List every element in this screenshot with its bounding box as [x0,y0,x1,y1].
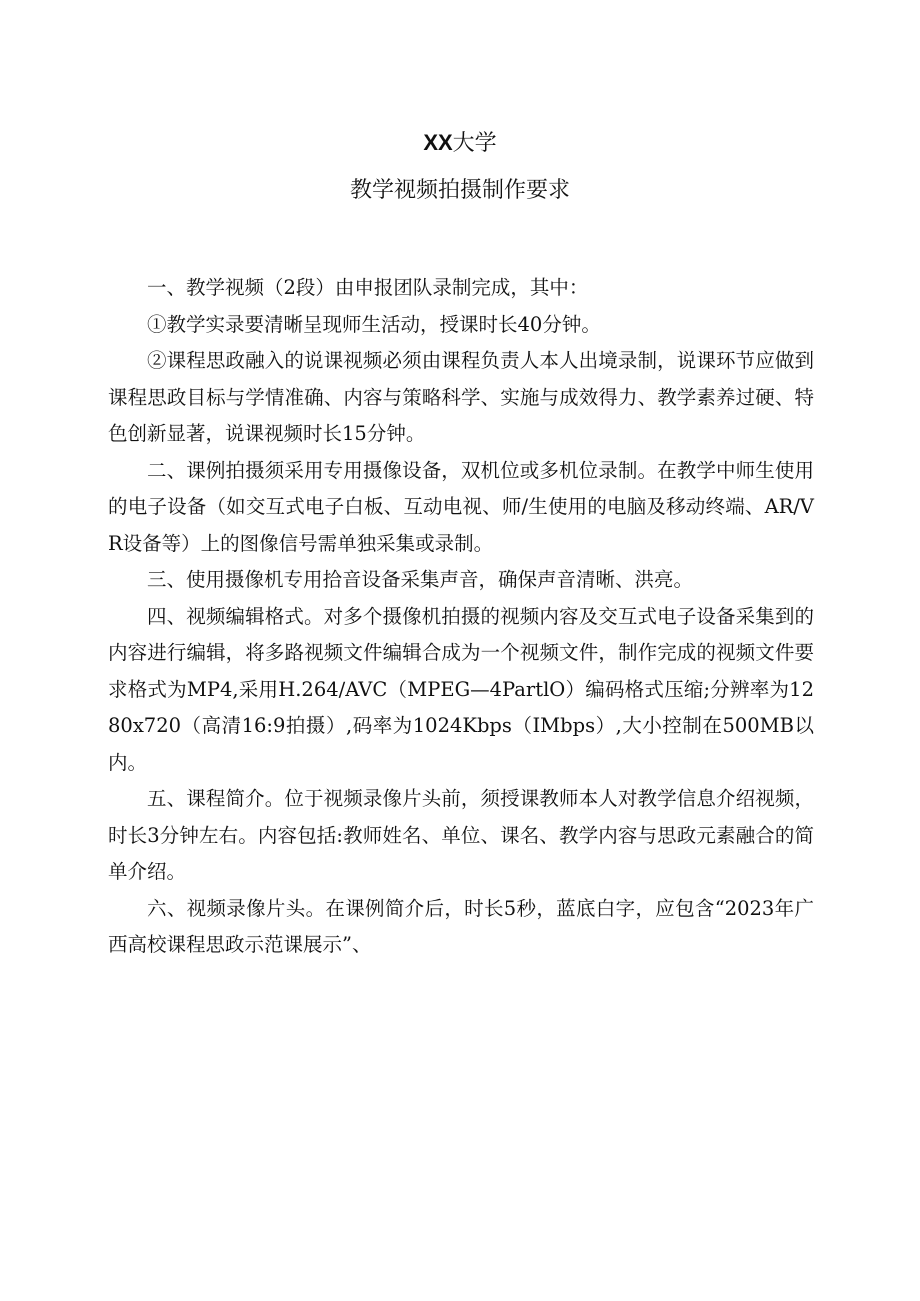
paragraph-1: 一、教学视频（2段）由申报团队录制完成，其中： [147,276,589,299]
paragraph-7: 五、课程简介。位于视频录像片头前，须授课教师本人对教学信息介绍视频，时长3分钟左右。内容包括:教师姓名、单位、课名、教学内容与思政元素融合的简单介绍。 [108,787,814,883]
paragraph-4: 二、课例拍摄须采用专用摄像设备，双机位或多机位录制。在教学中师生使用的电子设备（如交互式电子白板、互动电视、师/生使用的电脑及移动终端、AR/VR设备等）上的图像信号需单独采集或录制。 [108,458,814,555]
title-bold-part: XX [423,130,453,155]
paragraph-2: ①教学实录要清晰呈现师生活动，授课时长40分钟。 [147,312,601,336]
paragraph-3: ②课程思政融入的说课视频必须由课程负责人本人出境录制，说课环节应做到课程思政目标与学情准确、内容与策略科学、实施与成效得力、教学素养过硬、特色创新显著，说课视频时长15分钟。 [108,349,814,445]
document-title [0,128,920,159]
document-subtitle: 教学视频拍摄制作要求 [349,178,570,203]
paragraph-5: 三、使用摄像机专用拾音设备采集声音，确保声音清晰、洪亮。 [147,568,694,591]
paragraph-8: 六、视频录像片头。在课例简介后，时长5秒，蓝底白字，应包含“2023年广西高校课程思政示范课展示”、 [108,896,814,956]
paragraph-6: 四、视频编辑格式。对多个摄像机拍摄的视频内容及交互式电子设备采集到的内容进行编辑，将多路视频文件编辑合成为一个视频文件，制作完成的视频文件要求格式为MP4,采用H.264∕AVC（MPEG—4PartlO）编码格式压缩;分辨率为1280x720（高清16:9拍摄）,码率为1024Kbps（IMbps）,大小控制在500MB以内。 [108,604,814,774]
document-body [108,270,814,964]
title-rest-part: 大学 [452,131,497,156]
